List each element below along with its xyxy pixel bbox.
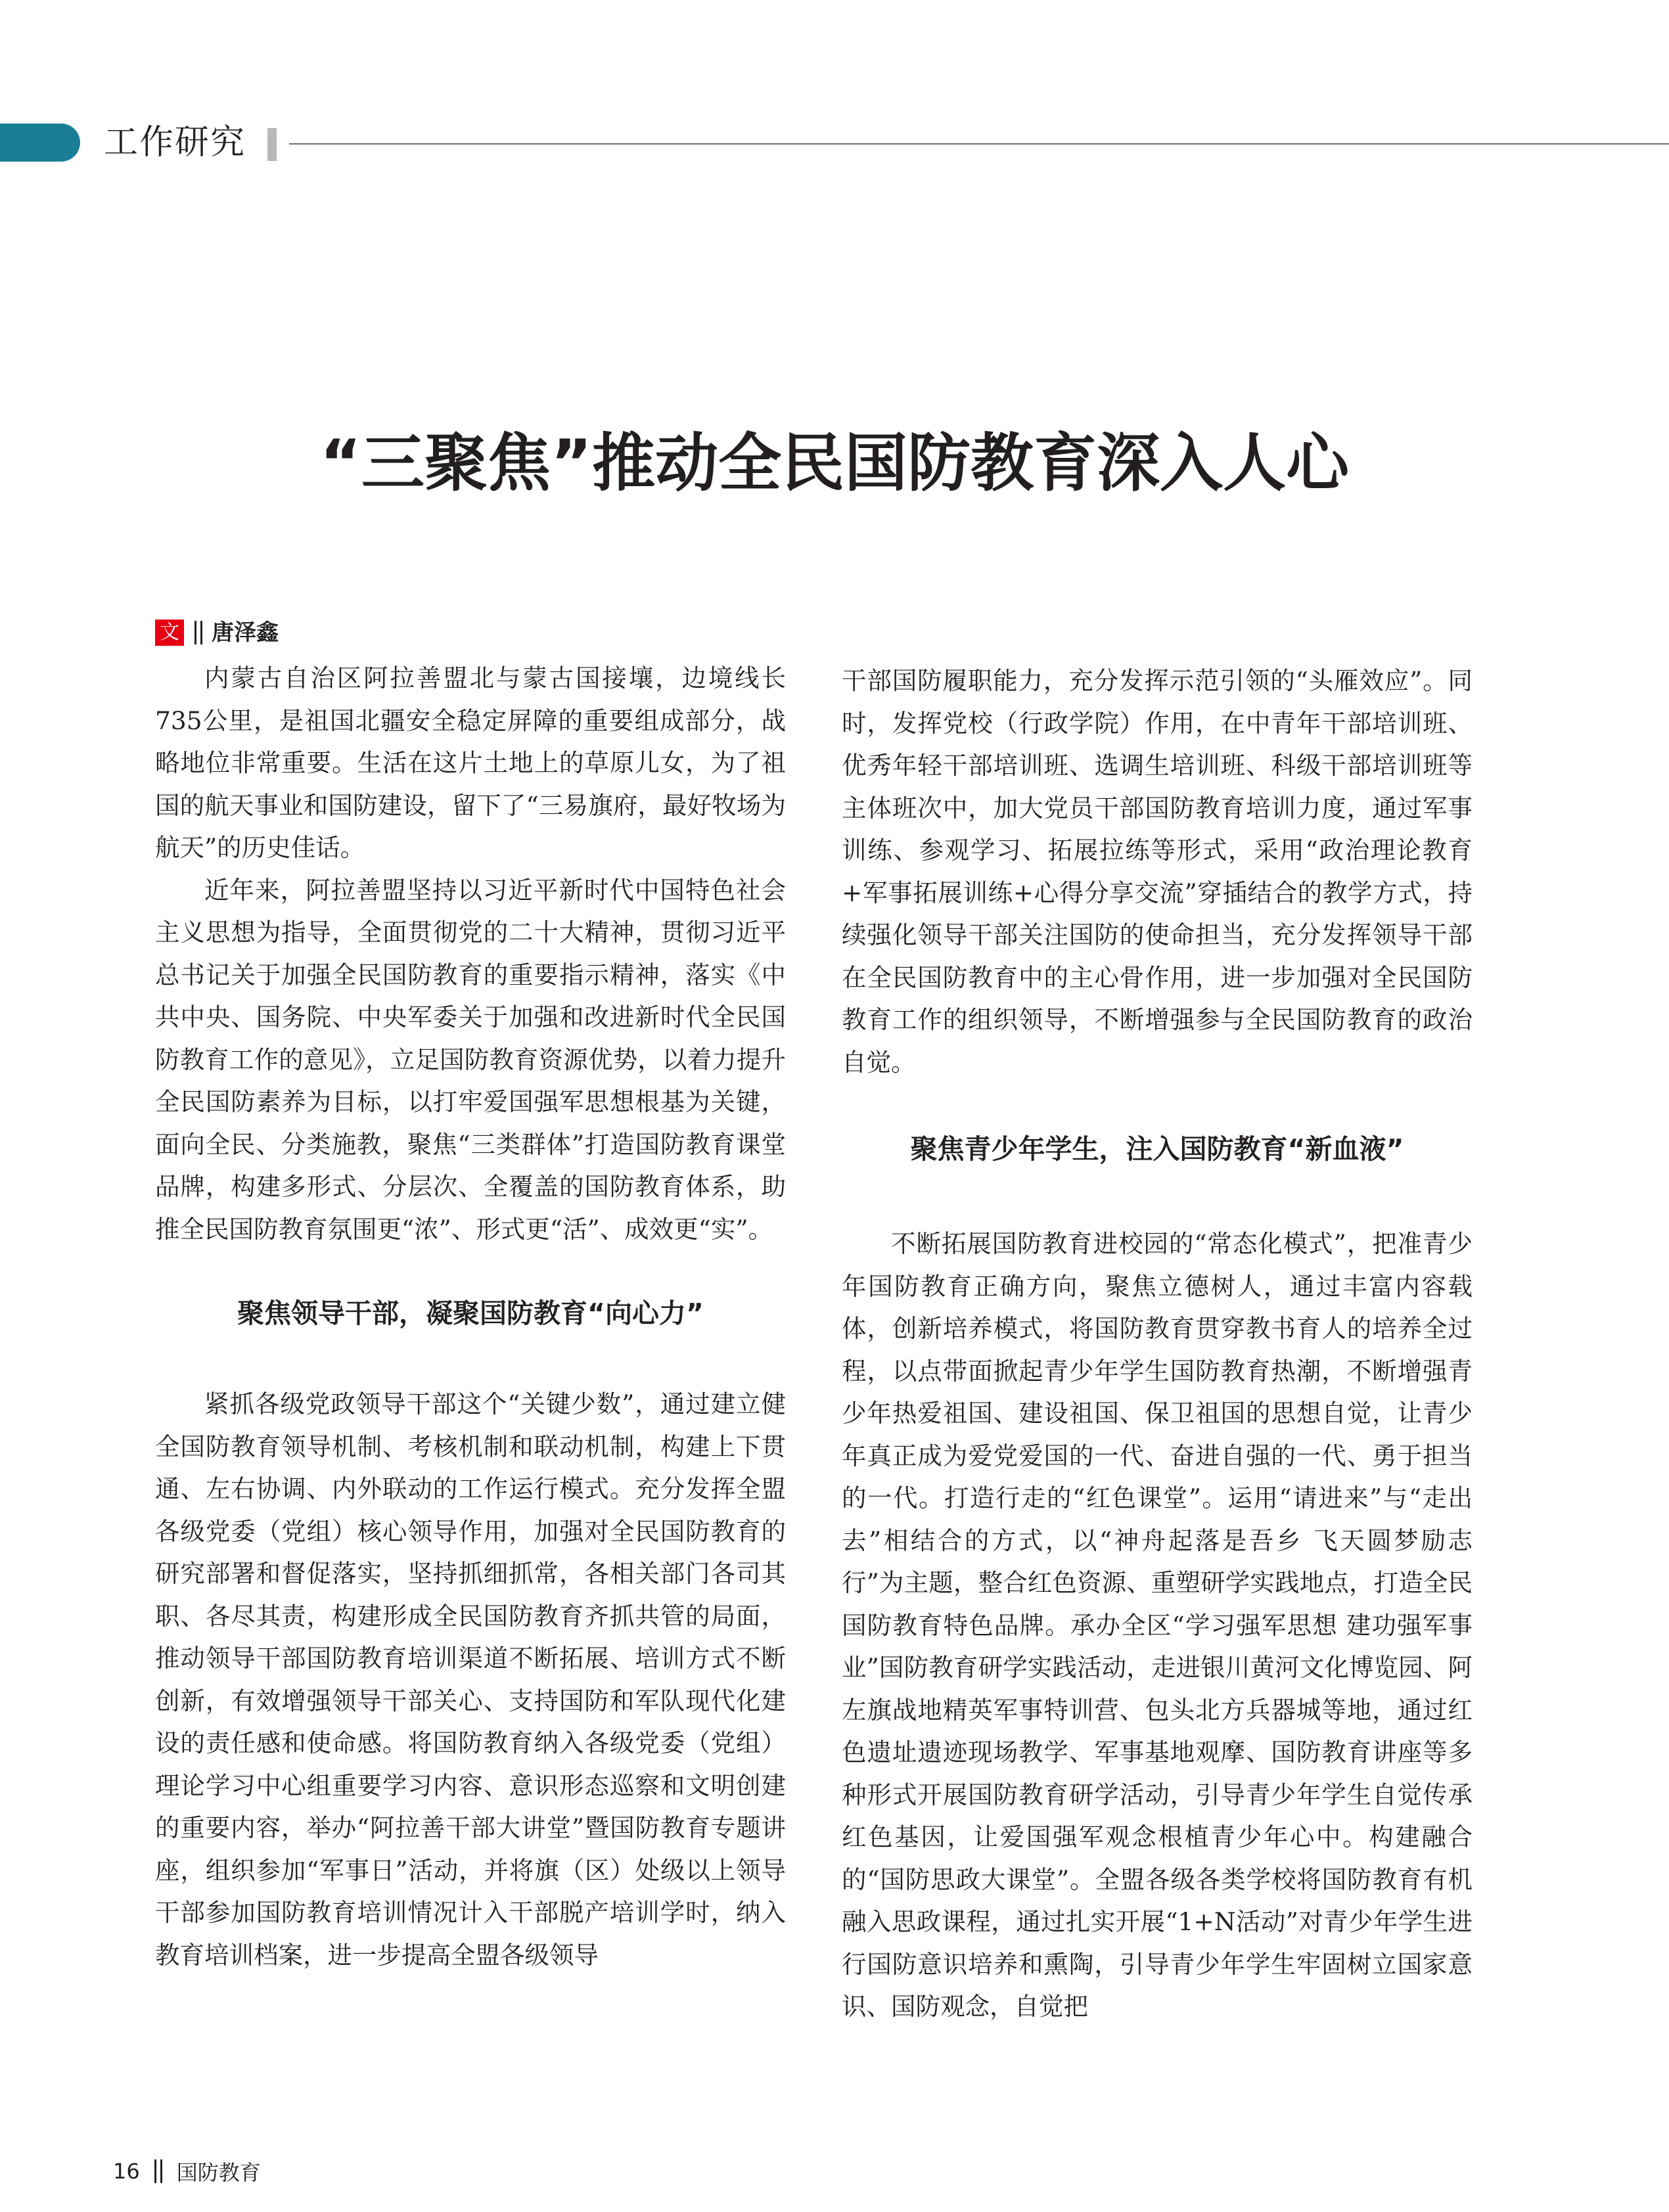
magazine-name: 国防教育 — [176, 2160, 261, 2185]
page-footer — [113, 2155, 261, 2188]
section-heading: 聚焦青少年学生，注入国防教育“新血液” — [910, 1133, 1404, 1165]
byline-separator — [194, 621, 202, 644]
left-column — [155, 657, 786, 1976]
paragraph: 紧抓各级党政领导干部这个“关键少数”，通过建立健全国防教育领导机制、考核机制和联动机制，构建上下贯通、左右协调、内外联动的工作运行模式。充分发挥全盟各级党委（党组）核心领导作用，加强对全民国防教育的研究部署和督促落实，坚持抓细抓常，各相关部门各司其职、各尽其责，构建形成全民国防教育齐抓共管的局面，推动领导干部国防教育培训渠道不断拓展、培训方式不断创新，有效增强领导干部关心、支持国防和军队现代化建设的责任感和使命感。将国防教育纳入各级党委（党组）理论学习中心组重要学习内容、意识形态巡察和文明创建的重要内容，举办“阿拉善干部大讲堂”暨国防教育专题讲座，组织参加“军事日”活动，并将旗（区）处级以上领导干部参加国防教育培训情况计入干部脱产培训学时，纳入教育培训档案，进一步提高全盟各级领导 — [155, 1389, 786, 1970]
paragraph: 不断拓展国防教育进校园的“常态化模式”，把准青少年国防教育正确方向，聚焦立德树人，通过丰富内容载体，创新培养模式，将国防教育贯穿教书育人的培养全过程，以点带面掀起青少年学生国防教育热潮，不断增强青少年热爱祖国、建设祖国、保卫祖国的思想自觉，让青少年真正成为爱党爱国的一代、奋进自强的一代、勇于担当的一代。打造行走的“红色课堂”。运用“请进来”与“走出去”相结合的方式，以“神舟起落是吾乡 飞天圆梦励志行”为主题，整合红色资源、重塑研学实践地点，打造全民国防教育特色品牌。承办全区“学习强军思想 建功强军事业”国防教育研学实践活动，走进银川黄河文化博览园、阿左旗战地精英军事特训营、包头北方兵器城等地，通过红色遗址遗迹现场教学、军事基地观摩、国防教育讲座等多种形式开展国防教育研学活动，引导青少年学生自觉传承红色基因，让爱国强军观念根植青少年心中。构建融合的“国防思政大课堂”。全盟各级各类学校将国防教育有机融入思政课程，通过扎实开展“1+N活动”对青少年学生进行国防意识培养和熏陶，引导青少年学生牢固树立国家意识、国防观念，自觉把 — [842, 1229, 1473, 2021]
header-divider-bar — [267, 128, 277, 161]
article-title: “三聚焦”推动全民国防教育深入人心 — [319, 426, 1350, 500]
section-name: 工作研究 — [104, 123, 246, 162]
paragraph: 内蒙古自治区阿拉善盟北与蒙古国接壤，边境线长735公里，是祖国北疆安全稳定屏障的重要组成部分，战略地位非常重要。生活在这片土地上的草原儿女，为了祖国的航天事业和国防建设，留下了“三易旗府，最好牧场为航天”的历史佳话。 — [155, 664, 786, 862]
paragraph: 近年来，阿拉善盟坚持以习近平新时代中国特色社会主义思想为指导，全面贯彻党的二十大精神，贯彻习近平总书记关于加强全民国防教育的重要指示精神，落实《中共中央、国务院、中央军委关于加强和改进新时代全民国防教育工作的意见》，立足国防教育资源优势，以着力提升全民国防素养为目标，以打牢爱国强军思想根基为关键，面向全民、分类施教，聚焦“三类群体”打造国防教育课堂品牌，构建多形式、分层次、全覆盖的国防教育体系，助推全民国防教育氛围更“浓”、形式更“活”、成效更“实”。 — [155, 875, 786, 1244]
section-heading: 聚焦领导干部，凝聚国防教育“向心力” — [237, 1298, 704, 1329]
right-column — [842, 660, 1473, 2028]
byline — [155, 616, 279, 649]
byline-mark: 文 — [155, 620, 184, 646]
paragraph: 干部国防履职能力，充分发挥示范引领的“头雁效应”。同时，发挥党校（行政学院）作用，在中青年干部培训班、优秀年轻干部培训班、选调生培训班、科级干部培训班等主体班次中，加大党员干部国防教育培训力度，通过军事训练、参观学习、拓展拉练等形式，采用“政治理论教育+军事拓展训练+心得分享交流”穿插结合的教学方式，持续强化领导干部关注国防的使命担当，充分发挥领导干部在全民国防教育中的主心骨作用，进一步加强对全民国防教育工作的组织领导，不断增强参与全民国防教育的政治自觉。 — [842, 666, 1473, 1077]
header-accent-tab — [0, 124, 80, 162]
footer-separator — [154, 2159, 162, 2183]
page-number: 16 — [113, 2159, 140, 2184]
author-name: 唐泽鑫 — [212, 620, 279, 646]
header-rule — [289, 143, 1669, 145]
